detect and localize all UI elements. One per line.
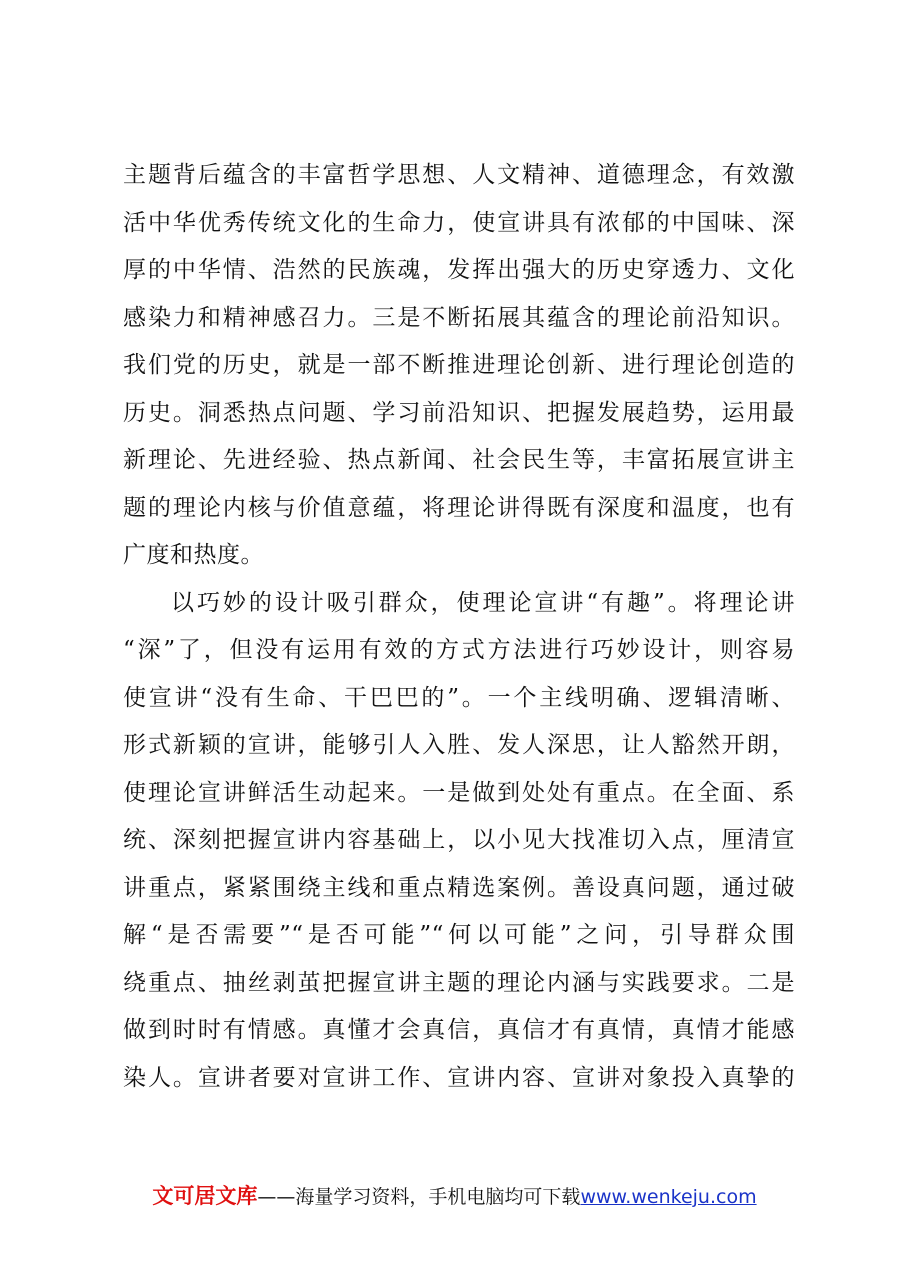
text-line: 题的理论内核与价值意蕴，将理论讲得既有深度和温度，也有 — [123, 494, 795, 521]
text-line: 主题背后蕴含的丰富哲学思想、人文精神、道德理念，有效激 — [123, 162, 795, 188]
text-line: 历史。洞悉热点问题、学习前沿知识、把握发展趋势，运用最 — [123, 399, 795, 426]
text-line: 讲重点，紧紧围绕主线和重点精选案例。善设真问题，通过破 — [123, 874, 795, 901]
document-body — [123, 152, 795, 1102]
text-line: “深”了，但没有运用有效的方式方法进行巧妙设计，则容易 — [123, 637, 795, 663]
text-line: 广度和热度。 — [123, 542, 264, 568]
text-line: 厚的中华情、浩然的民族魂，发挥出强大的历史穿透力、文化 — [123, 257, 795, 283]
text-line: 我们党的历史，就是一部不断推进理论创新、进行理论创造的 — [123, 352, 795, 378]
text-line: 形式新颖的宣讲，能够引人入胜、发人深思，让人豁然开朗， — [123, 732, 795, 758]
website-link[interactable]: www.wenkeju.com — [580, 1186, 757, 1208]
text-line: 使理论宣讲鲜活生动起来。一是做到处处有重点。在全面、系 — [123, 779, 795, 806]
text-line: 感染力和精神感召力。三是不断拓展其蕴含的理论前沿知识。 — [123, 304, 795, 331]
footer-tagline: ——海量学习资料，手机电脑均可下载 — [257, 1186, 581, 1208]
text-line: 解“是否需要”“是否可能”“何以可能”之问，引导群众围 — [123, 922, 795, 948]
text-line: 使宣讲“没有生命、干巴巴的”。一个主线明确、逻辑清晰、 — [123, 684, 795, 711]
text-line: 绕重点、抽丝剥茧把握宣讲主题的理论内涵与实践要求。二是 — [123, 969, 795, 996]
paragraph-first-line: 以巧妙的设计吸引群众，使理论宣讲“有趣”。将理论讲 — [171, 589, 795, 616]
text-line: 新理论、先进经验、热点新闻、社会民生等，丰富拓展宣讲主 — [123, 447, 795, 473]
text-line: 做到时时有情感。真懂才会真信，真信才有真情，真情才能感 — [123, 1017, 795, 1043]
brand-name: 文可居文库 — [152, 1184, 258, 1208]
text-line: 统、深刻把握宣讲内容基础上，以小见大找准切入点，厘清宣 — [123, 827, 795, 853]
text-line: 活中华优秀传统文化的生命力，使宣讲具有浓郁的中国味、深 — [123, 209, 795, 236]
page-footer — [0, 1180, 909, 1210]
text-line: 染人。宣讲者要对宣讲工作、宣讲内容、宣讲对象投入真挚的 — [123, 1064, 795, 1091]
